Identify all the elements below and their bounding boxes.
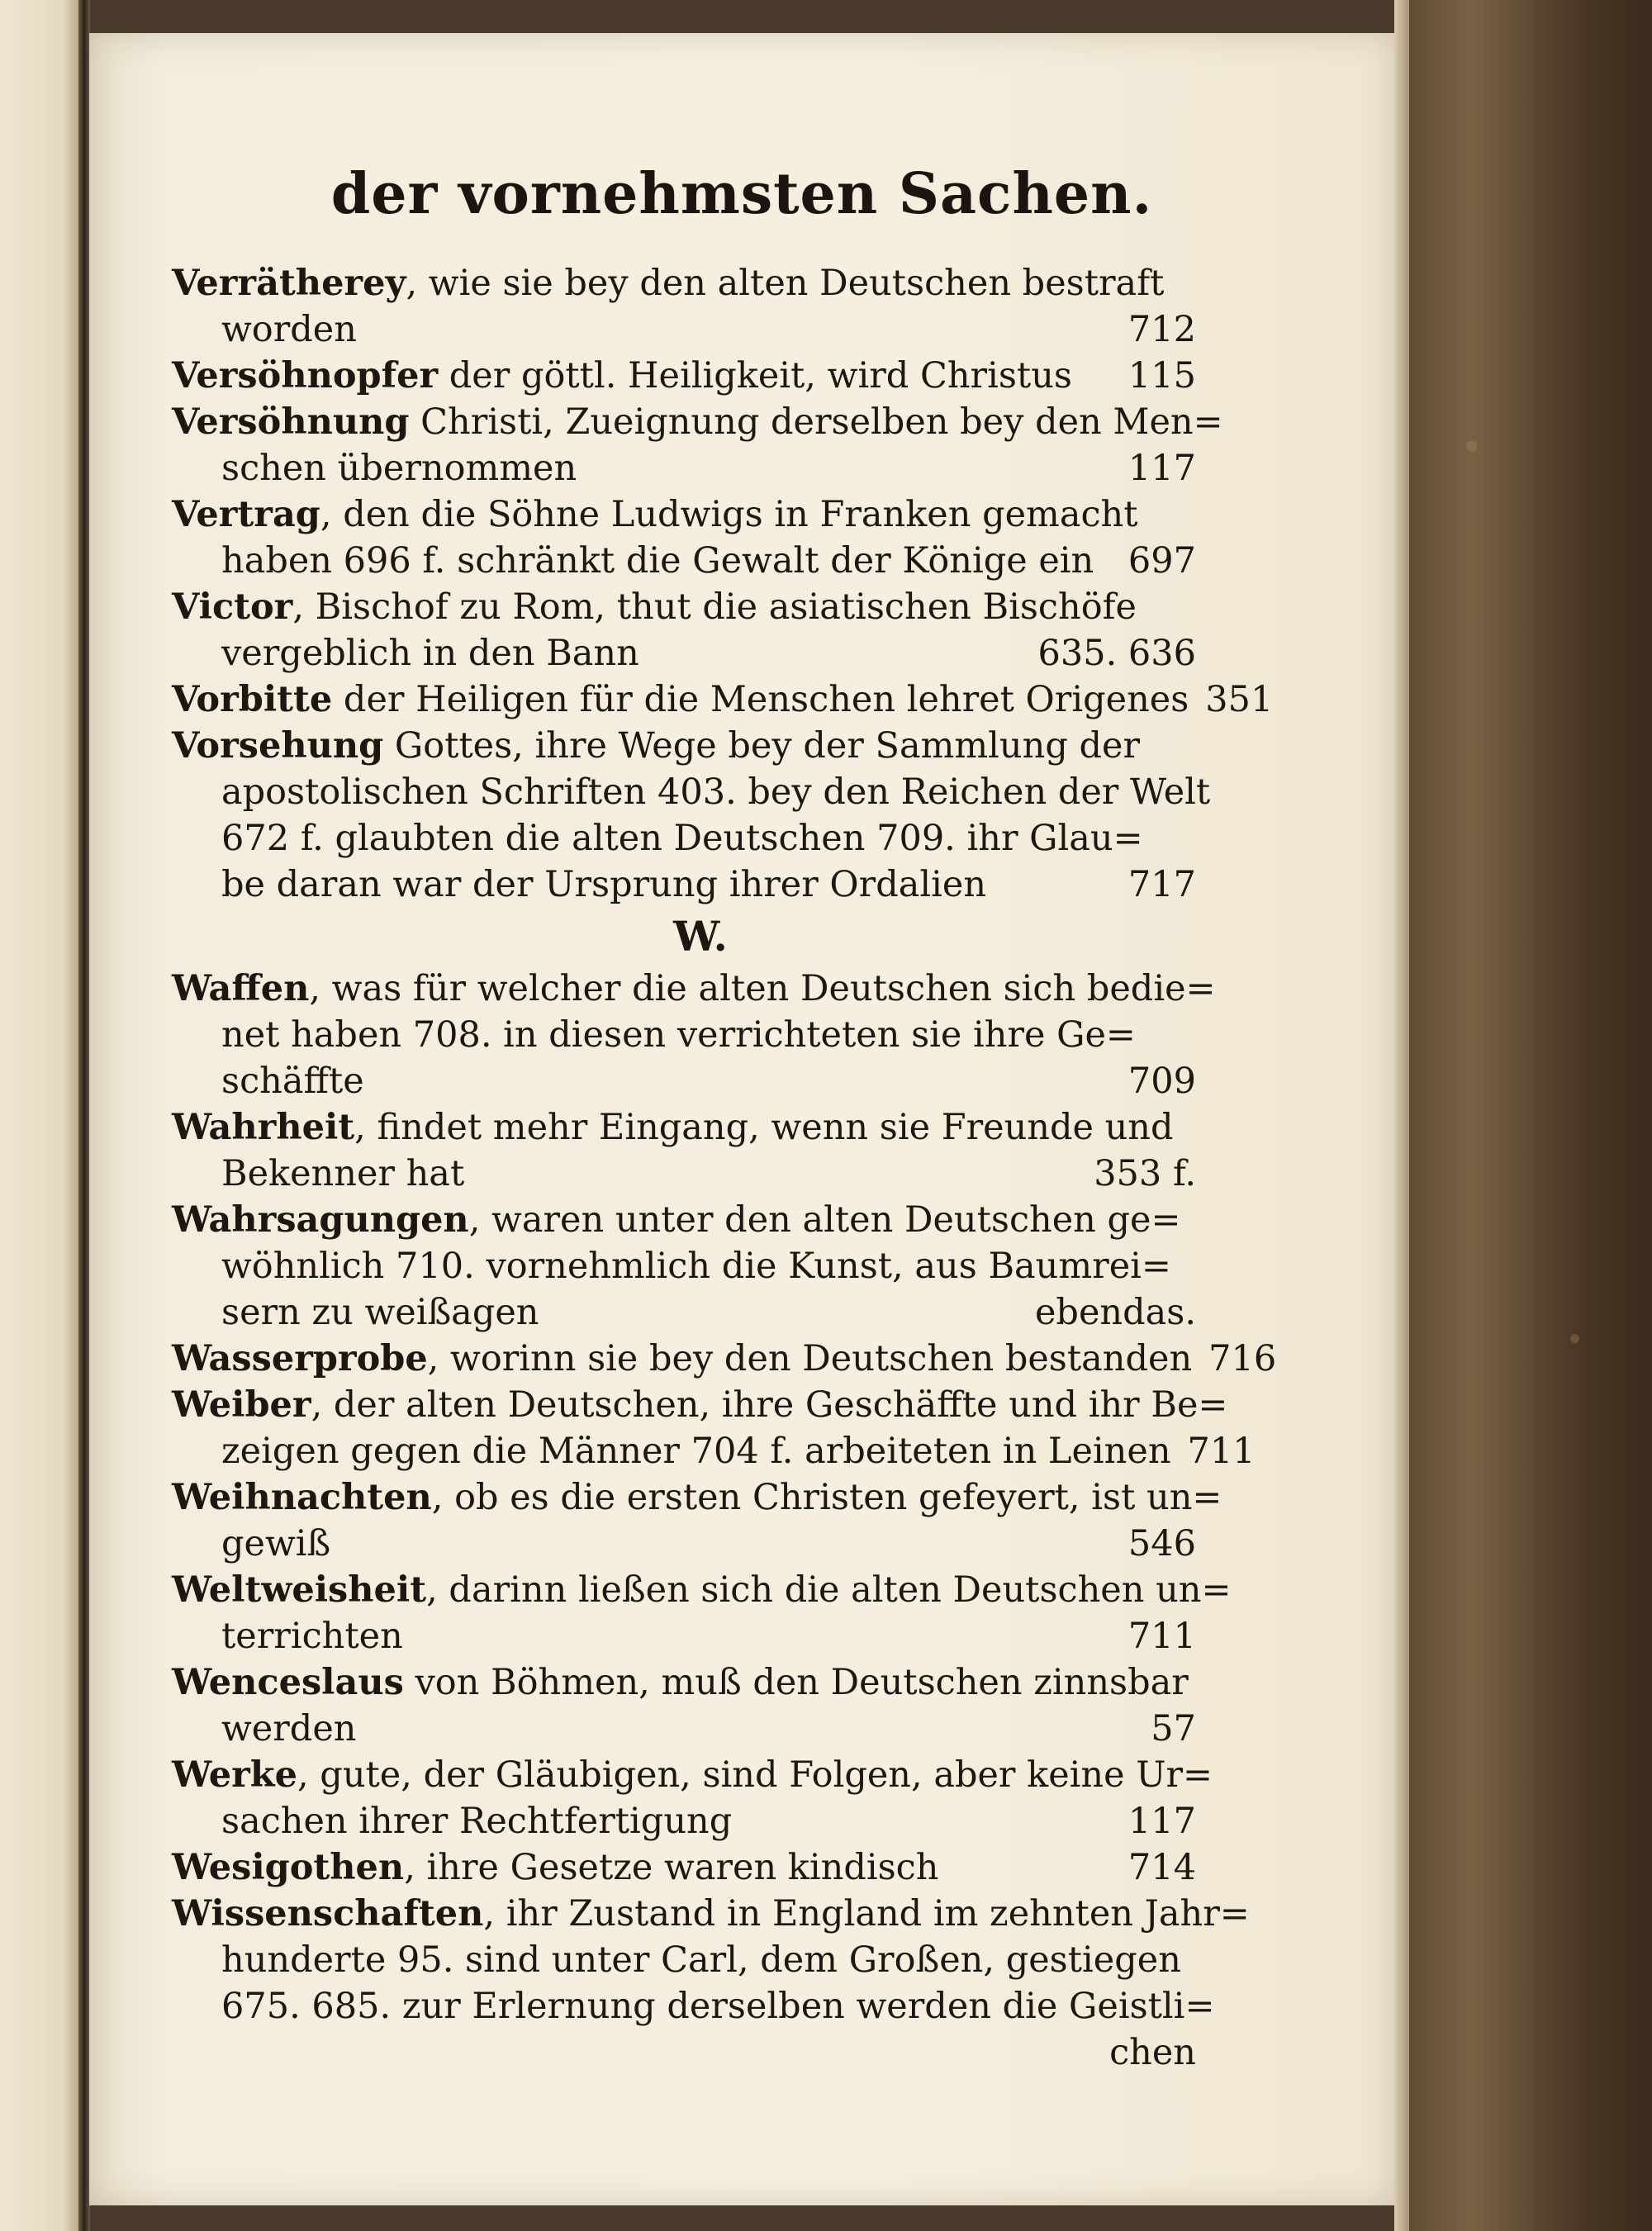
index-entry [172,1104,1196,1197]
entry-keyword: Wasserprobe [172,1338,428,1379]
index-entry [172,584,1196,676]
entry-line [172,538,1196,584]
entry-line [172,769,1211,815]
entry-keyword: Weiber [172,1384,311,1426]
entry-line [172,1336,1277,1382]
entry-description: , ihr Zustand in England im zehnten Jahr= [483,1893,1250,1934]
entry-text [221,1798,732,1844]
index-entry [172,1197,1196,1336]
entry-description: , ihre Gesetze waren kindisch [404,1847,939,1888]
entry-page-number: 711 [1187,1431,1256,1472]
entry-text [221,862,986,908]
index-entry [172,1336,1277,1382]
entry-description: wöhnlich 710. vornehmlich die Kunst, aus Baumrei= [221,1246,1171,1287]
entry-line [172,966,1216,1012]
entry-page-number: 115 [1127,355,1196,396]
entry-text [172,1336,1192,1382]
entry-page-number: 711 [1127,1616,1196,1657]
book-cover [1394,0,1652,2231]
entry-text [221,1706,356,1752]
entry-keyword: Versöhnung [172,401,410,443]
entry-keyword: Wahrsagungen [172,1199,469,1241]
index-entry [172,1659,1196,1752]
entry-line [172,1289,1196,1336]
index-entry [172,1567,1232,1659]
entry-keyword: Wissenschaften [172,1893,484,1934]
entry-description: sachen ihrer Rechtfertigung [221,1801,733,1842]
entry-page-number: 351 [1205,679,1274,720]
entry-description: schäffte [221,1061,364,1102]
entry-line [172,630,1196,676]
entry-description: Christi, Zueignung derselben bey den Men= [409,401,1223,443]
entry-line [172,1012,1196,1058]
entry-description: Gottes, ihre Wege bey der Sammlung der [383,725,1141,767]
entry-text [172,584,1137,630]
section-letter: W. [673,912,728,961]
entry-line [172,1567,1232,1613]
entry-text [172,966,1216,1012]
entry-text [221,1983,1214,2029]
entry-text [221,1058,364,1104]
entry-keyword: Werke [172,1754,297,1796]
entry-keyword: Wesigothen [172,1847,405,1888]
entry-page-number: 353 f. [1094,1153,1196,1194]
entry-text [172,353,1072,399]
entry-description: , waren unter den alten Deutschen ge= [468,1199,1181,1241]
entry-line [172,1243,1196,1289]
entry-keyword: Weltweisheit [172,1569,427,1611]
entry-text [172,723,1140,769]
entry-line [172,676,1274,723]
entry-text [172,676,1189,723]
entry-text [172,1659,1189,1706]
entry-text [221,1151,464,1197]
entry-keyword: Waffen [172,968,310,1009]
index-entry [172,1474,1222,1567]
entry-description: Bekenner hat [221,1153,465,1194]
entry-line [172,399,1223,445]
entry-description: , ob es die ersten Christen gefeyert, ist un= [431,1477,1222,1518]
entry-line [172,862,1196,908]
entry-description: apostolischen Schriften 403. bey den Reichen der Welt [221,771,1211,813]
entry-line [172,1937,1196,1983]
entry-line [172,260,1196,306]
entry-description: zeigen gegen die Männer 704 f. arbeiteten in Leinen [221,1431,1171,1472]
entry-description: 675. 685. zur Erlernung derselben werden die Geistli= [221,1986,1215,2027]
entry-page-number: 117 [1127,448,1196,489]
entry-description: gewiß [221,1523,331,1564]
entry-description: der göttl. Heiligkeit, wird Christus [438,355,1072,396]
entry-description: , gute, der Gläubigen, sind Folgen, aber keine Ur= [297,1754,1213,1796]
entry-page-number: 117 [1127,1801,1196,1842]
entry-keyword: Vorsehung [172,725,384,767]
page-header: der vornehmsten Sachen. [330,161,1153,227]
entry-line [172,584,1196,630]
entry-text [221,1428,1171,1474]
entry-text [221,1243,1171,1289]
entry-line [172,1891,1250,1937]
entry-page-number: chen [1109,2032,1196,2073]
entry-description: terrichten [221,1616,403,1657]
entry-page-number: 712 [1127,309,1196,350]
entry-text [172,1752,1213,1798]
entry-line [172,1983,1215,2029]
entry-keyword: Versöhnopfer [172,355,439,396]
entry-line [172,1798,1196,1844]
entry-description: sern zu weißagen [221,1292,539,1333]
entry-description: be daran war der Ursprung ihrer Ordalien [221,864,987,905]
entry-description: net haben 708. in diesen verrichteten sie ihre Ge= [221,1014,1136,1056]
entry-description: , worinn sie bey den Deutschen bestanden [427,1338,1193,1379]
entry-description: , was für welcher die alten Deutschen sich bedie= [309,968,1216,1009]
entry-line [172,815,1196,862]
entry-page-number: 714 [1127,1847,1196,1888]
entry-line [172,1474,1222,1521]
entry-text [172,1474,1222,1521]
entry-description: , wie sie bey den alten Deutschen bestraft [406,263,1165,304]
entry-description: , den die Söhne Ludwigs in Franken gemacht [320,494,1138,535]
entry-keyword: Vorbitte [172,679,333,720]
entry-description: , der alten Deutschen, ihre Geschäffte und ihr Be= [311,1384,1228,1426]
entry-line [172,353,1196,399]
entry-description: , darinn ließen sich die alten Deutschen un= [426,1569,1232,1611]
left-page-edge [0,0,78,2231]
entry-line [172,1659,1196,1706]
entry-text [172,1891,1250,1937]
entry-text [221,538,1094,584]
entry-text [172,1197,1181,1243]
entry-text [172,1104,1174,1151]
entry-text [221,445,577,491]
entry-text [172,399,1223,445]
page-edge [1394,0,1409,2231]
entry-description: , Bischof zu Rom, thut die asiatischen Bischöfe [292,586,1137,628]
entry-page-number: 709 [1127,1061,1196,1102]
entry-line [172,306,1196,353]
index-entry [172,723,1211,908]
index-entry [172,1752,1213,1844]
entry-description: , findet mehr Eingang, wenn sie Freunde und [354,1107,1174,1148]
entry-line [172,1428,1256,1474]
index-entry [172,1382,1256,1474]
entry-text [221,1937,1181,1983]
entry-line [172,1058,1196,1104]
entry-keyword: Victor [172,586,293,628]
entry-text [172,1382,1227,1428]
entry-line [172,1197,1196,1243]
entry-keyword: Verrätherey [172,263,406,304]
entry-line [172,1151,1196,1197]
book-gutter [78,0,90,2231]
entry-line [172,1104,1196,1151]
entry-page-number: 635. 636 [1037,633,1196,674]
entry-keyword: Wahrheit [172,1107,355,1148]
entry-text [221,769,1210,815]
entry-line [172,1521,1196,1567]
entry-description: schen übernommen [221,448,577,489]
entry-description: 672 f. glaubten die alten Deutschen 709. ihr Glau= [221,818,1143,859]
index-entries [172,260,1277,2076]
entry-text [221,1289,539,1336]
index-entry [172,1891,1250,2076]
entry-page-number: 546 [1127,1523,1196,1564]
entry-description: vergeblich in den Bann [221,633,639,674]
entry-keyword: Weihnachten [172,1477,432,1518]
entry-text [172,491,1138,538]
entry-text [221,1613,403,1659]
entry-line [172,723,1196,769]
entry-text [172,260,1164,306]
entry-text [221,815,1143,862]
entry-description: worden [221,309,357,350]
index-entry [172,399,1223,491]
entry-description: hunderte 95. sind unter Carl, dem Großen, gestiegen [221,1939,1181,1981]
index-entry [172,491,1196,584]
entry-line [172,1844,1196,1891]
entry-page-number: 716 [1208,1338,1277,1379]
entry-line [172,1706,1196,1752]
entry-description: der Heiligen für die Menschen lehret Origenes [332,679,1189,720]
index-entry [172,676,1274,723]
entry-text [172,1844,938,1891]
index-entry [172,966,1216,1104]
entry-page-number: ebendas. [1034,1292,1196,1333]
entry-page-number: 57 [1151,1708,1196,1749]
entry-page-number: 717 [1127,864,1196,905]
entry-line [172,1613,1196,1659]
entry-text [221,1521,330,1567]
index-entry [172,1844,1196,1891]
index-entry [172,260,1196,353]
entry-keyword: Vertrag [172,494,320,535]
book-page [89,33,1394,2205]
entry-keyword: Wenceslaus [172,1662,404,1703]
entry-description: von Böhmen, muß den Deutschen zinnsbar [403,1662,1189,1703]
entry-page-number: 697 [1127,540,1196,581]
entry-text [221,1012,1136,1058]
entry-description: werden [221,1708,357,1749]
index-entry [172,353,1196,399]
entry-line [172,1752,1213,1798]
entry-text [221,630,639,676]
entry-line [172,2029,1196,2076]
entry-description: haben 696 f. schränkt die Gewalt der Könige ein [221,540,1094,581]
entry-text [172,1567,1232,1613]
entry-line [172,1382,1228,1428]
entry-line [172,445,1196,491]
entry-text [221,306,357,353]
entry-line [172,491,1196,538]
